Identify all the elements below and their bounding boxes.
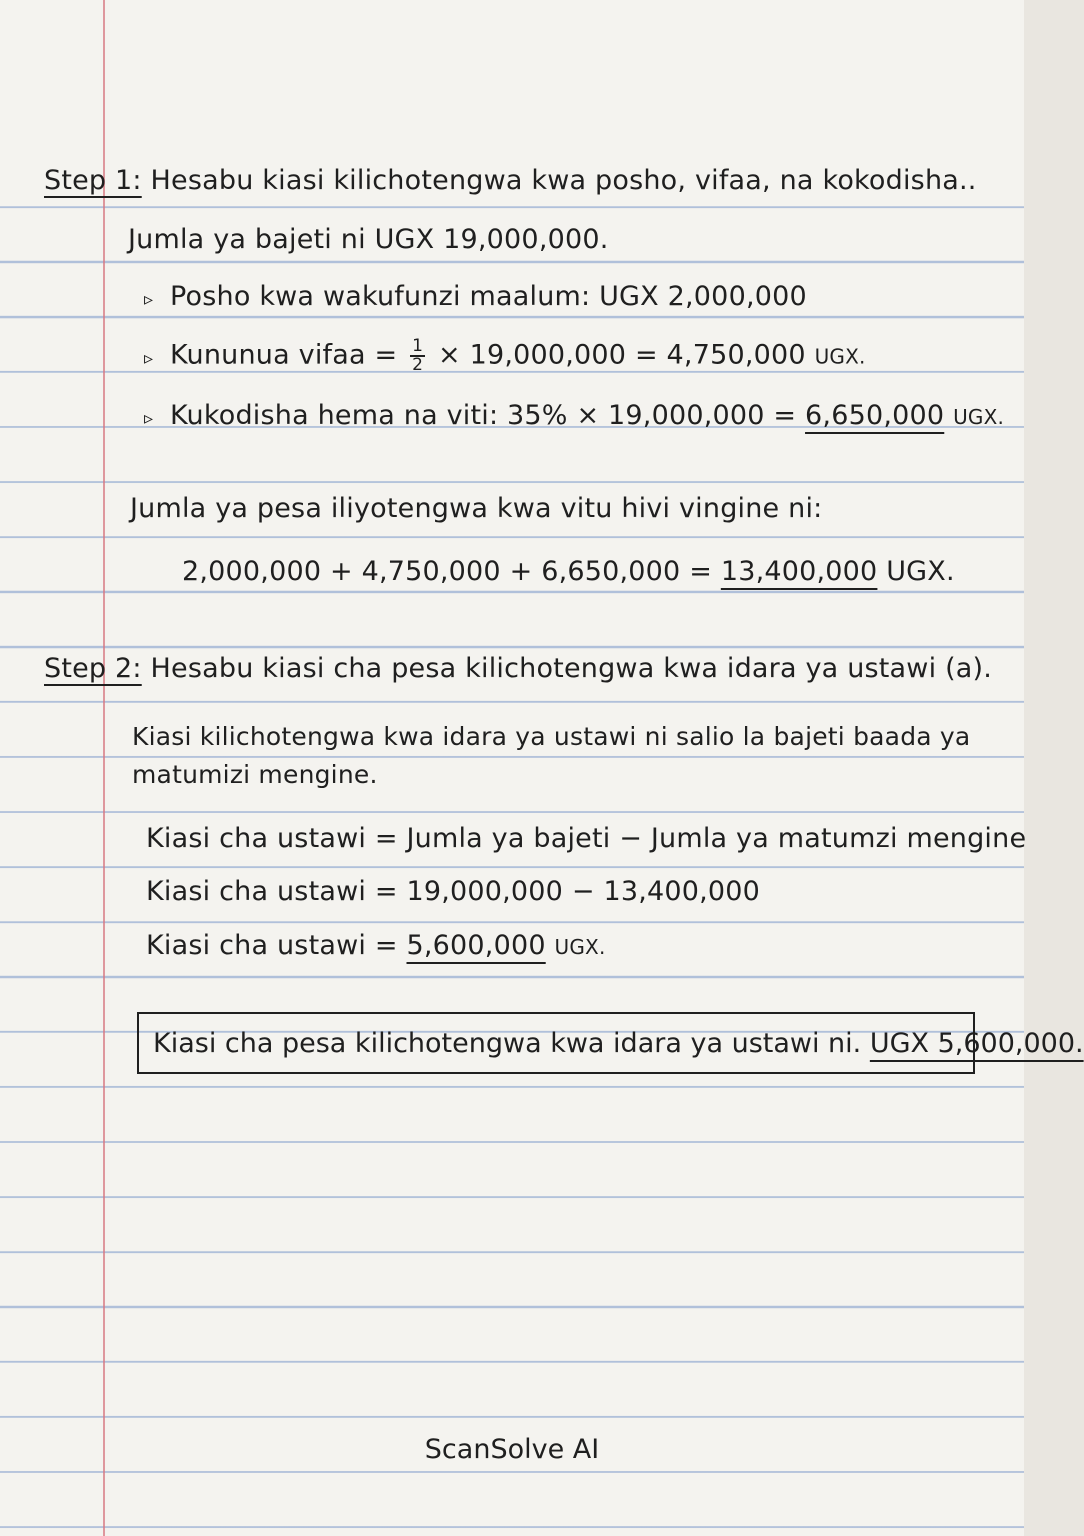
equipment-prefix: Kununua vifaa =	[170, 339, 398, 371]
fraction-denominator: 2	[412, 355, 424, 375]
list-item-equipment	[144, 338, 866, 374]
bullet-icon: ▹	[144, 289, 154, 310]
answer-value: UGX 5,600,000.	[869, 1028, 1084, 1059]
equipment-calc: × 19,000,000 = 4,750,000	[437, 339, 806, 371]
step2-title: Hesabu kiasi cha pesa kilichotengwa kwa idara ya ustawi (a).	[150, 653, 993, 684]
step2-heading	[44, 653, 992, 684]
total-unit: UGX.	[886, 556, 955, 587]
welfare-equation-3	[146, 930, 606, 961]
rental-prefix: Kukodisha hema na viti: 35% × 19,000,000 =	[170, 400, 797, 431]
margin-line	[103, 0, 105, 1536]
step2-description-line1: Kiasi kilichotengwa kwa idara ya ustawi ni salio la bajeti baada ya	[132, 722, 971, 751]
allowance-text: Posho kwa wakufunzi maalum: UGX 2,000,000	[170, 281, 807, 312]
total-expression: 2,000,000 + 4,750,000 + 6,650,000 =	[182, 556, 713, 587]
bullet-icon: ▹	[144, 408, 154, 429]
bullet-icon: ▹	[144, 347, 154, 369]
welfare-equation-1: Kiasi cha ustawi = Jumla ya bajeti − Jumla ya matumzi mengine	[146, 823, 1027, 854]
answer-box	[137, 1012, 1084, 1074]
total-equation	[182, 556, 955, 587]
answer-prefix: Kiasi cha pesa kilichotengwa kwa idara ya ustawi ni.	[153, 1028, 862, 1059]
step1-heading	[44, 165, 977, 196]
fraction-numerator: 1	[412, 336, 424, 356]
list-item-rental	[144, 400, 1004, 431]
step1-label: Step 1:	[44, 165, 142, 196]
budget-line: Jumla ya bajeti ni UGX 19,000,000.	[128, 224, 609, 255]
answer-line	[153, 1028, 1084, 1059]
welfare-unit: UGX.	[554, 935, 606, 959]
welfare-eq3-prefix: Kiasi cha ustawi =	[146, 930, 398, 961]
total-intro: Jumla ya pesa iliyotengwa kwa vitu hivi vingine ni:	[130, 493, 823, 524]
step2-description-line2: matumizi mengine.	[132, 760, 378, 789]
equipment-unit: UGX.	[814, 344, 866, 369]
welfare-equation-2: Kiasi cha ustawi = 19,000,000 − 13,400,000	[146, 876, 761, 907]
footer-brand: ScanSolve AI	[424, 1434, 600, 1465]
list-item-allowance	[144, 281, 807, 312]
rental-unit: UGX.	[953, 405, 1005, 429]
welfare-result: 5,600,000	[406, 930, 546, 961]
fraction-half	[410, 338, 425, 374]
step1-title: Hesabu kiasi kilichotengwa kwa posho, vifaa, na kokodisha..	[150, 165, 977, 196]
total-result: 13,400,000	[720, 556, 878, 587]
rental-result: 6,650,000	[805, 400, 945, 431]
step2-label: Step 2:	[44, 653, 142, 684]
